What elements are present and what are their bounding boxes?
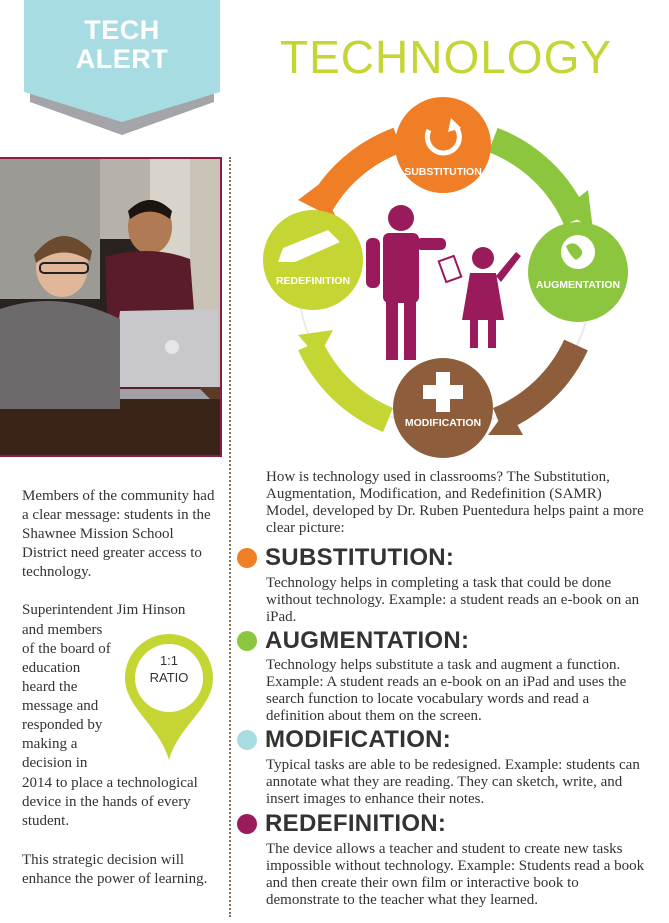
redefinition-body: The device allows a teacher and student to create new tasks impossible without technology. Example: Students read a book and then create their own film or interactive book to demonstrate to the teacher what they learned. <box>266 841 645 908</box>
strategic-paragraph: This strategic decision will enhance the power of learning. <box>22 852 208 887</box>
column-divider <box>229 157 231 917</box>
substitution-node <box>395 97 491 193</box>
augmentation-bullet-icon <box>237 631 257 651</box>
modification-heading: MODIFICATION: <box>265 726 452 753</box>
modification-label: MODIFICATION <box>404 417 482 429</box>
tech-alert-label <box>24 16 220 74</box>
redefinition-node <box>263 210 363 310</box>
augmentation-label: AUGMENTATION <box>535 279 621 291</box>
board-paragraph-wrap: and members of the board of education heard the message and responded by making a decision in <box>22 622 111 771</box>
substitution-bullet-icon <box>237 548 257 568</box>
augmentation-node <box>528 222 628 322</box>
ratio-value: 1:1 <box>159 653 179 668</box>
redefinition-bullet-icon <box>237 814 257 834</box>
samr-intro: How is technology used in classrooms? The Substitution, Augmentation, Modification, and Redefinition (SAMR) Model, developed by Dr. Ruben Puentedura helps paint a more clear picture: <box>266 469 644 536</box>
substitution-heading: SUBSTITUTION: <box>265 544 455 571</box>
page-title: TECHNOLOGY <box>280 31 613 83</box>
redefinition-label: REDEFINITION <box>275 275 351 287</box>
superintendent-line: Superintendent Jim Hinson <box>22 602 186 618</box>
ratio-pin-icon <box>121 630 217 762</box>
augmentation-body: Technology helps substitute a task and augment a function. Example: A student reads an e-book on an iPad and uses the search function to locate vocabulary words and read a definition about them on the screen. <box>266 657 627 724</box>
augmentation-heading: AUGMENTATION: <box>265 627 470 654</box>
students-photo <box>0 157 222 457</box>
banner-line-1: TECH <box>84 15 160 45</box>
student-figure <box>462 247 521 348</box>
samr-cycle-diagram <box>258 90 633 460</box>
modification-node <box>393 358 493 458</box>
community-paragraph: Members of the community had a clear message: students in the Shawnee Mission School District need greater access to technology. <box>22 488 215 580</box>
teacher-figure <box>366 205 446 360</box>
redefinition-heading: REDEFINITION: <box>265 810 447 837</box>
substitution-body: Technology helps in completing a task that could be done without technology. Example: a student reads an e-book on an iPad. <box>266 575 640 625</box>
substitution-label: SUBSTITUTION <box>404 166 482 178</box>
modification-bullet-icon <box>237 730 257 750</box>
banner-line-2: ALERT <box>75 44 169 74</box>
board-paragraph-end: 2014 to place a technological device in the hands of every student. <box>22 775 198 829</box>
ratio-label <box>121 652 217 686</box>
ratio-word: RATIO <box>149 670 189 685</box>
tablet-icon <box>439 256 462 282</box>
modification-body: Typical tasks are able to be redesigned. Example: students can annotate what they are reading. They can sketch, write, and insert images to enhance their notes. <box>266 757 640 807</box>
